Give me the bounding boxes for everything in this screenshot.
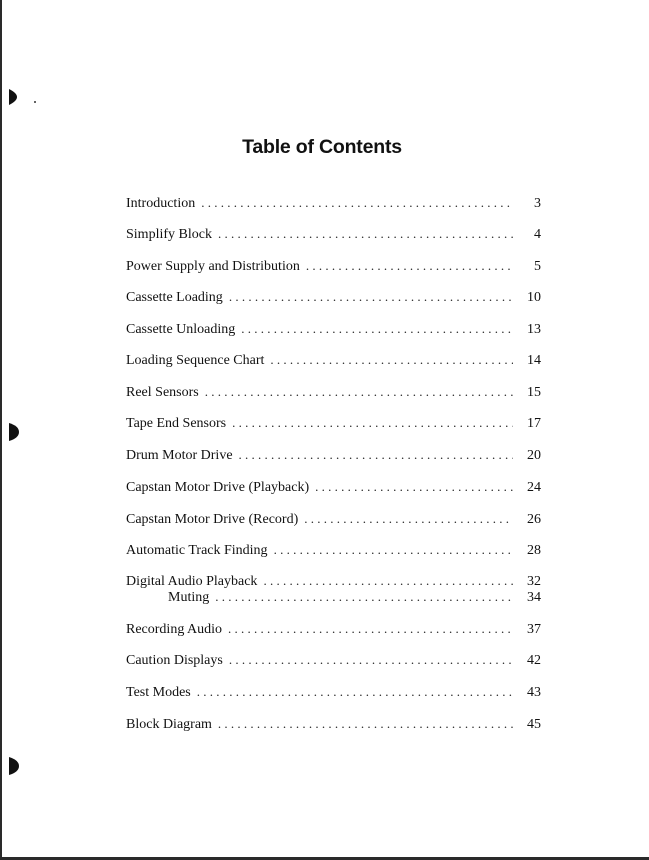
dot-leader (241, 319, 513, 339)
page-title: Table of Contents (242, 136, 402, 158)
dot-leader (239, 445, 513, 465)
toc-entry-page: 14 (527, 353, 541, 368)
toc-entry-label: Digital Audio Playback (126, 574, 258, 589)
toc-entry-cassette-unloading[interactable] (126, 319, 541, 339)
toc-entry-label: Muting (168, 590, 210, 605)
toc-entry-label: Cassette Loading (126, 290, 223, 305)
toc-entry-cassette-loading[interactable] (126, 287, 541, 307)
toc-entry-capstan-record[interactable] (126, 509, 541, 529)
toc-entry-introduction[interactable] (126, 193, 541, 213)
dot-leader (218, 224, 513, 244)
dot-leader (232, 413, 513, 433)
toc-entry-page: 20 (527, 448, 541, 463)
toc-entry-label: Caution Displays (126, 653, 223, 668)
binder-hole-mark-top (8, 88, 18, 106)
toc-entry-recording-audio[interactable] (126, 619, 541, 639)
dot-leader (201, 193, 513, 213)
toc-entry-label: Automatic Track Finding (126, 543, 268, 558)
toc-entry-power-supply[interactable] (126, 256, 541, 276)
toc-entry-label: Capstan Motor Drive (Playback) (126, 480, 310, 495)
dot-leader (315, 477, 513, 497)
dot-leader (205, 382, 513, 402)
toc-entry-page: 37 (527, 622, 541, 637)
toc-entry-page: 13 (527, 322, 541, 337)
toc-entry-page: 3 (534, 196, 541, 211)
dot-leader (304, 509, 513, 529)
toc-entry-page: 32 (527, 574, 541, 589)
toc-entry-automatic-track-finding[interactable] (126, 540, 541, 560)
toc-entry-label: Loading Sequence Chart (126, 353, 265, 368)
dot-leader (197, 682, 513, 702)
toc-entry-page: 45 (527, 717, 541, 732)
page-edge-left (0, 0, 2, 860)
dot-leader (228, 619, 513, 639)
toc-entry-tape-end-sensors[interactable] (126, 413, 541, 433)
toc-entry-label: Block Diagram (126, 717, 212, 732)
dot-leader (218, 714, 513, 734)
toc-entry-test-modes[interactable] (126, 682, 541, 702)
dot-leader (270, 350, 513, 370)
toc-entry-page: 4 (534, 227, 541, 242)
toc-entry-simplify-block[interactable] (126, 224, 541, 244)
binder-hole-mark-bottom (8, 756, 18, 774)
toc-entry-reel-sensors[interactable] (126, 382, 541, 402)
toc-entry-label: Simplify Block (126, 227, 212, 242)
toc-entry-page: 42 (527, 653, 541, 668)
toc-entry-block-diagram[interactable] (126, 714, 541, 734)
toc-entry-drum-motor-drive[interactable] (126, 445, 541, 465)
dot-leader (306, 256, 513, 276)
toc-entry-page: 24 (527, 480, 541, 495)
toc-entry-page: 43 (527, 685, 541, 700)
toc-entry-label: Power Supply and Distribution (126, 259, 300, 274)
toc-entry-page: 28 (527, 543, 541, 558)
toc-entry-caution-displays[interactable] (126, 650, 541, 670)
toc-entry-capstan-playback[interactable] (126, 477, 541, 497)
toc-entry-label: Recording Audio (126, 622, 223, 637)
dot-leader (229, 650, 513, 670)
toc-entry-label: Capstan Motor Drive (Record) (126, 512, 299, 527)
scan-speck (34, 101, 36, 103)
toc-entry-label: Cassette Unloading (126, 322, 236, 337)
dot-leader (215, 587, 513, 607)
dot-leader (274, 540, 513, 560)
toc-entry-label: Tape End Sensors (126, 416, 227, 431)
toc-entry-page: 34 (527, 590, 541, 605)
toc-entry-loading-sequence-chart[interactable] (126, 350, 541, 370)
toc-entry-label: Introduction (126, 196, 196, 211)
toc-entry-label: Reel Sensors (126, 385, 199, 400)
toc-entry-page: 10 (527, 290, 541, 305)
toc-entry-page: 5 (534, 259, 541, 274)
toc-entry-label: Test Modes (126, 685, 191, 700)
toc-entry-page: 15 (527, 385, 541, 400)
toc-entry-muting[interactable] (126, 587, 541, 607)
binder-hole-mark-middle (8, 422, 18, 440)
toc-entry-page: 17 (527, 416, 541, 431)
toc-entry-page: 26 (527, 512, 541, 527)
toc-entry-label: Drum Motor Drive (126, 448, 233, 463)
dot-leader (229, 287, 513, 307)
